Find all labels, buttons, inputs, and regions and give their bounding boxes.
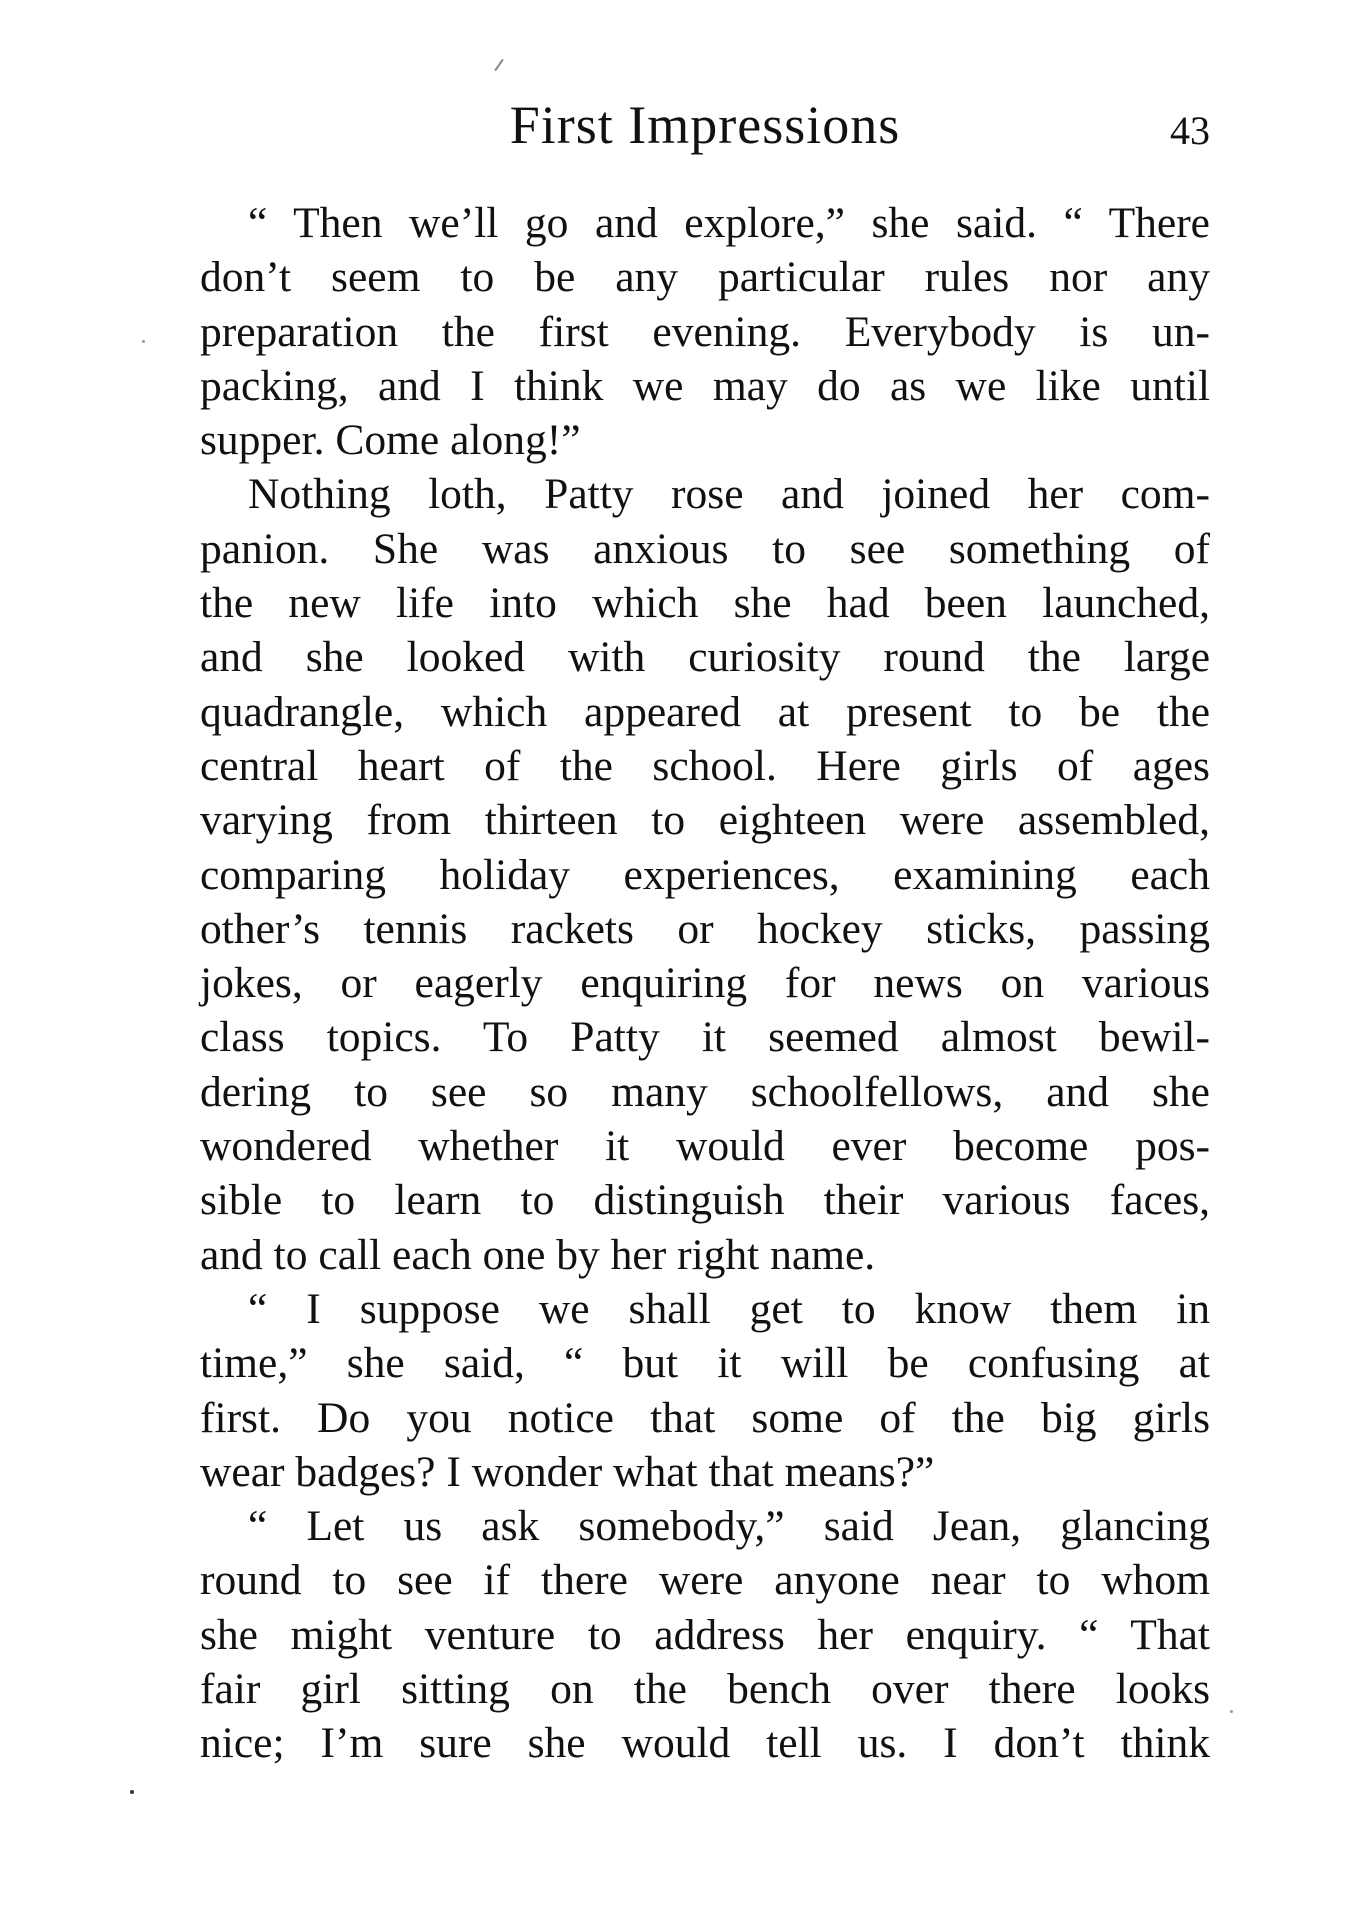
text-line: packing, and I think we may do as we like until (200, 361, 1210, 410)
text-line: time,” she said, “ but it will be confusing at (200, 1339, 1210, 1388)
text-line: panion. She was anxious to see something of (200, 524, 1210, 573)
scan-speck (1230, 1710, 1233, 1713)
text-line: preparation the first evening. Everybody is un- (200, 307, 1210, 356)
text-line: other’s tennis rackets or hockey sticks, passing (200, 904, 1210, 953)
text-line: central heart of the school. Here girls of ages (200, 741, 1210, 790)
text-line: nice; I’m sure she would tell us. I don’t think (200, 1719, 1210, 1768)
text-line: she might venture to address her enquiry. “ That (200, 1610, 1210, 1659)
running-head-title: First Impressions (509, 95, 901, 155)
text-line: supper. Come along!” (200, 416, 581, 465)
scan-speck (130, 1790, 134, 1794)
body-text (200, 196, 1210, 1771)
text-line: wondered whether it would ever become pos- (200, 1122, 1210, 1171)
text-line: “ Then we’ll go and explore,” she said. “ There (248, 199, 1210, 247)
text-line: and to call each one by her right name. (200, 1230, 876, 1279)
text-line: “ I suppose we shall get to know them in (248, 1284, 1210, 1333)
page-number: 43 (1170, 108, 1210, 153)
text-line: class topics. To Patty it seemed almost bewil- (200, 1013, 1210, 1062)
text-line: fair girl sitting on the bench over there looks (200, 1665, 1210, 1714)
text-line: comparing holiday experiences, examining each (200, 850, 1210, 899)
running-head (200, 90, 1210, 160)
scan-speck (494, 59, 504, 72)
text-line: round to see if there were anyone near to whom (200, 1556, 1210, 1605)
text-line: jokes, or eagerly enquiring for news on various (200, 959, 1210, 1008)
text-line: “ Let us ask somebody,” said Jean, glancing (248, 1502, 1210, 1551)
text-line: wear badges? I wonder what that means?” (200, 1447, 935, 1496)
text-line: sible to learn to distinguish their various faces, (200, 1176, 1210, 1225)
text-line: varying from thirteen to eighteen were assembled, (200, 796, 1210, 845)
text-line: and she looked with curiosity round the large (200, 633, 1210, 682)
text-line: quadrangle, which appeared at present to be the (200, 687, 1210, 736)
text-line: Nothing loth, Patty rose and joined her com- (248, 470, 1210, 519)
text-line: dering to see so many schoolfellows, and she (200, 1067, 1210, 1116)
text-line: first. Do you notice that some of the big girls (200, 1393, 1210, 1442)
scan-speck (142, 340, 145, 343)
text-line: the new life into which she had been launched, (200, 579, 1210, 628)
text-line: don’t seem to be any particular rules nor any (200, 253, 1210, 302)
